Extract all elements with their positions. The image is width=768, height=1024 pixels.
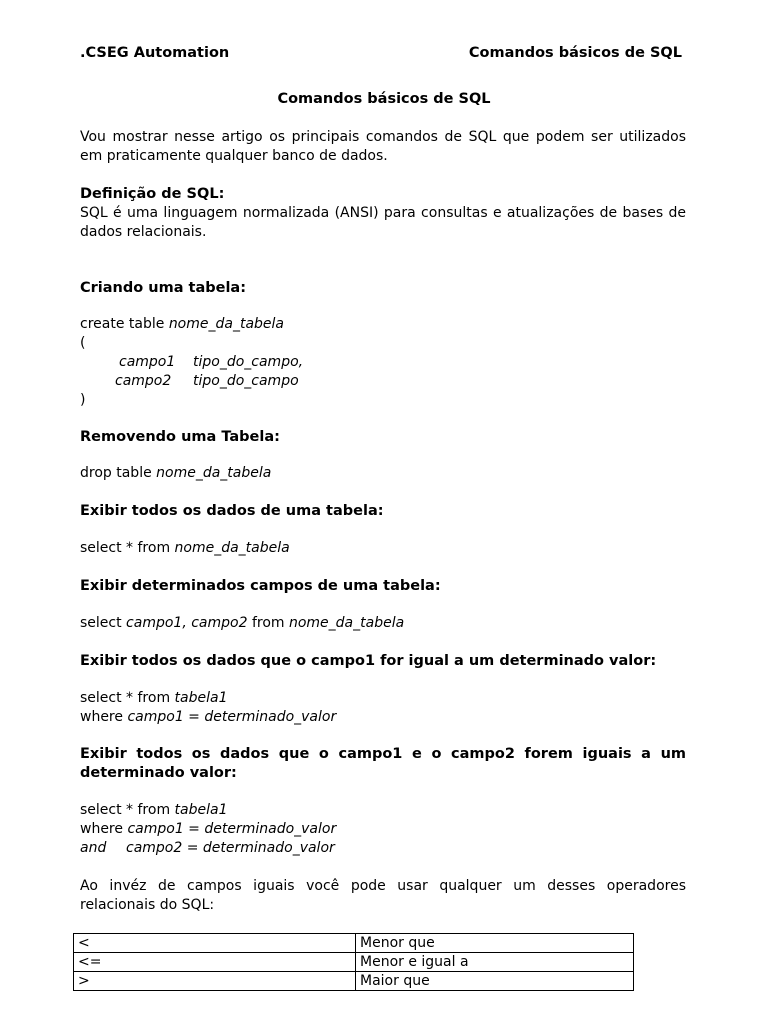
header-company: .CSEG Automation: [80, 45, 230, 61]
operator-cell: <=: [74, 953, 356, 972]
definition-text: SQL é uma linguagem normalizada (ANSI) para consultas e atualizações de bases de dados relacionais.: [80, 205, 686, 240]
field2-name: campo2: [115, 373, 172, 389]
code-condition: campo1 = determinado_valor: [127, 709, 337, 725]
drop-table-line: [80, 464, 271, 483]
code-table-name: nome_da_tabela: [156, 465, 272, 481]
field1-name: campo1: [119, 354, 176, 370]
field1-type: tipo_do_campo,: [193, 354, 304, 370]
code-table-name: nome_da_tabela: [174, 540, 290, 556]
create-table-heading: Criando uma tabela:: [80, 280, 247, 296]
intro-paragraph: Vou mostrar nesse artigo os principais comandos de SQL que podem ser utilizados em praticamente qualquer banco de dados.: [80, 129, 686, 164]
code-keyword: select * from: [80, 540, 175, 556]
select-where-line2: [80, 708, 336, 727]
code-table-name: tabela1: [174, 690, 228, 706]
code-field-list: campo1, campo2: [126, 615, 248, 631]
select-and-heading: Exibir todos os dados que o campo1 e o campo2 forem iguais a um determinado valor:: [80, 746, 686, 781]
code-keyword-where: where: [80, 709, 128, 725]
operator-description-cell: Maior que: [356, 972, 634, 991]
table-row: [74, 934, 634, 953]
operator-cell: <: [74, 934, 356, 953]
code-condition: campo2 = determinado_valor: [126, 840, 335, 856]
code-keyword: create table: [80, 316, 169, 332]
code-keyword-from: from: [247, 615, 289, 631]
select-fields-line: [80, 614, 404, 633]
header-doc-title: Comandos básicos de SQL: [468, 45, 682, 61]
operators-intro: Ao invéz de campos iguais você pode usar qualquer um desses operadores relacionais do SQL:: [80, 878, 686, 913]
code-condition: campo1 = determinado_valor: [127, 821, 337, 837]
code-keyword: drop table: [80, 465, 157, 481]
select-where-heading: Exibir todos os dados que o campo1 for igual a um determinado valor:: [80, 653, 657, 669]
select-all-heading: Exibir todos os dados de uma tabela:: [80, 503, 384, 519]
table-row: [74, 953, 634, 972]
operator-description-cell: Menor que: [356, 934, 634, 953]
close-paren: ): [80, 392, 86, 408]
operator-description-cell: Menor e igual a: [356, 953, 634, 972]
code-keyword-where: where: [80, 821, 128, 837]
select-and-line1: [80, 801, 227, 820]
drop-table-heading: Removendo uma Tabela:: [80, 429, 280, 445]
operators-table: [73, 933, 634, 991]
code-keyword-and: and: [80, 840, 107, 856]
code-keyword: select: [80, 615, 127, 631]
code-keyword: select * from: [80, 690, 175, 706]
code-table-name: nome_da_tabela: [288, 615, 405, 631]
select-fields-heading: Exibir determinados campos de uma tabela:: [80, 578, 441, 594]
select-and-line2: [80, 820, 336, 839]
create-table-line: [80, 315, 284, 334]
table-row: [74, 972, 634, 991]
select-where-line1: [80, 689, 227, 708]
code-table-name: nome_da_tabela: [168, 316, 285, 332]
definition-heading: Definição de SQL:: [80, 186, 225, 202]
operator-cell: >: [74, 972, 356, 991]
select-all-line: [80, 539, 290, 558]
field2-type: tipo_do_campo: [193, 373, 299, 389]
page-title: Comandos básicos de SQL: [277, 91, 491, 107]
code-keyword: select * from: [80, 802, 175, 818]
open-paren: (: [80, 335, 86, 351]
code-table-name: tabela1: [174, 802, 228, 818]
